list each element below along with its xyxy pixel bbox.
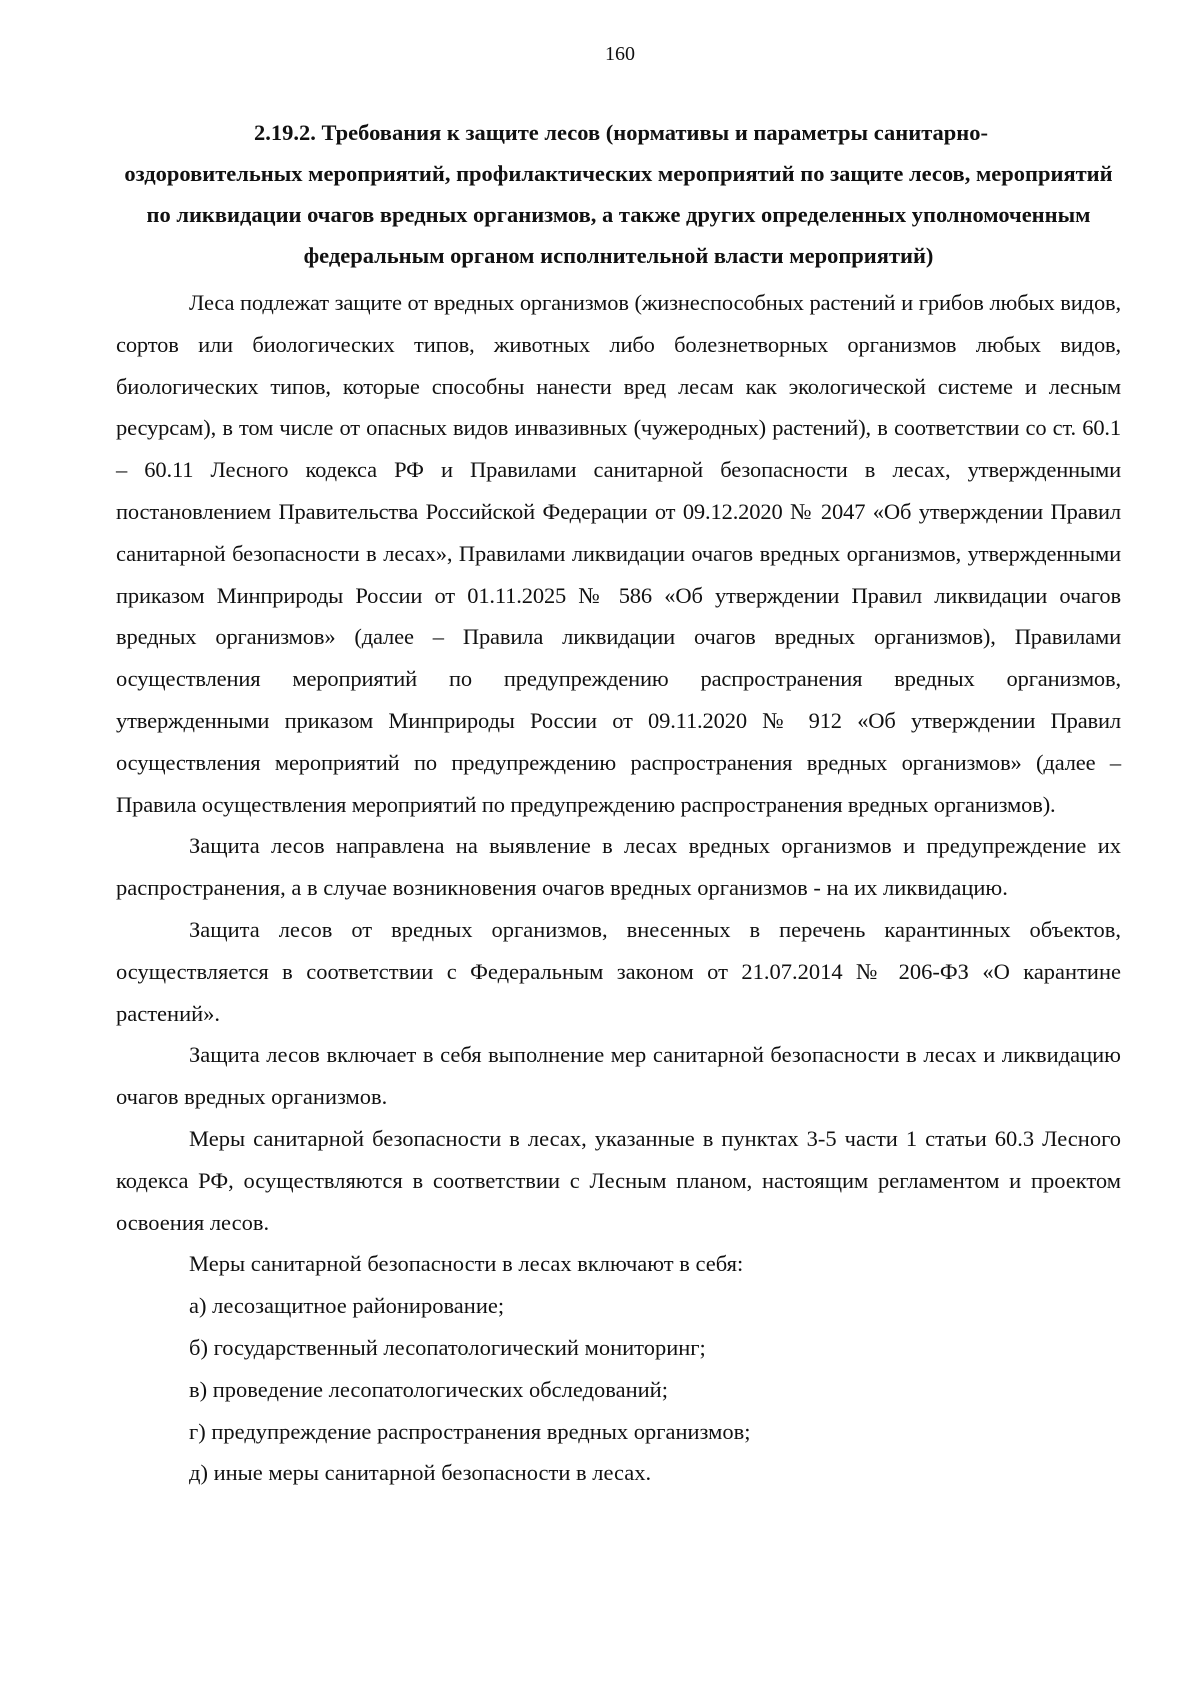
list-item: б) государственный лесопатологический мониторинг; <box>189 1334 706 1360</box>
paragraph-sanitary-measures-basis: Меры санитарной безопасности в лесах, указанные в пунктах 3-5 части 1 статьи 60.3 Лесного кодекса РФ, осуществляются в соответствии с Лесным планом, настоящим регламентом и проектом освоения лесов. <box>116 1125 1121 1235</box>
list-item: д) иные меры санитарной безопасности в лесах. <box>189 1460 652 1486</box>
section-heading-line1: 2.19.2. Требования к защите лесов (нормативы и параметры санитарно- <box>254 120 988 145</box>
list-item: а) лесозащитное районирование; <box>189 1293 505 1319</box>
sanitary-measures-list <box>116 1285 1121 1494</box>
paragraph-forest-protection-basis: Леса подлежат защите от вредных организмов (жизнеспособных растений и грибов любых видов, сортов или биологических типов, животных либо болезнетворных организмов любых видов, биологических типов, которые способны нанести вред лесам как экологической системе и лесным ресурсам), в том числе от опасных видов инвазивных (чужеродных) растений), в соответствии со ст. 60.1 – 60.11 Лесного кодекса РФ и Правилами санитарной безопасности в лесах, утвержденными постановлением Правительства Российской Федерации от 09.12.2020 № 2047 «Об утверждении Правил санитарной безопасности в лесах», Правилами ликвидации очагов вредных организмов, утвержденными приказом Минприроды России от 01.11.2025 № 586 «Об утверждении Правил ликвидации очагов вредных организмов» (далее – Правила ликвидации очагов вредных организмов), Правилами осуществления мероприятий по предупреждению распространения вредных организмов, утвержденными приказом Минприроды России от 09.11.2020 № 912 «Об утверждении Правил осуществления мероприятий по предупреждению распространения вредных организмов» (далее – Правила осуществления мероприятий по предупреждению распространения вредных организмов). <box>116 290 1121 817</box>
paragraph-protection-aim: Защита лесов направлена на выявление в лесах вредных организмов и предупреждение их распространения, а в случае возникновения очагов вредных организмов - на их ликвидацию. <box>116 833 1121 901</box>
page-number: 160 <box>605 43 635 65</box>
list-item: в) проведение лесопатологических обследований; <box>189 1376 668 1402</box>
paragraph-quarantine: Защита лесов от вредных организмов, внесенных в перечень карантинных объектов, осуществляется в соответствии с Федеральным законом от 21.07.2014 № 206-ФЗ «О карантине растений». <box>116 916 1121 1026</box>
section-heading <box>116 112 1121 276</box>
section-heading-rest: оздоровительных мероприятий, профилактических мероприятий по защите лесов, мероприятий по ликвидации очагов вредных организмов, а также других определенных уполномоченным федеральным органом исполнительной власти мероприятий) <box>124 161 1113 268</box>
paragraph-sanitary-measures-list-intro: Меры санитарной безопасности в лесах включают в себя: <box>189 1251 744 1277</box>
paragraph-protection-includes: Защита лесов включает в себя выполнение мер санитарной безопасности в лесах и ликвидацию очагов вредных организмов. <box>116 1042 1121 1110</box>
document-body <box>116 112 1121 1494</box>
list-item: г) предупреждение распространения вредных организмов; <box>189 1418 751 1444</box>
